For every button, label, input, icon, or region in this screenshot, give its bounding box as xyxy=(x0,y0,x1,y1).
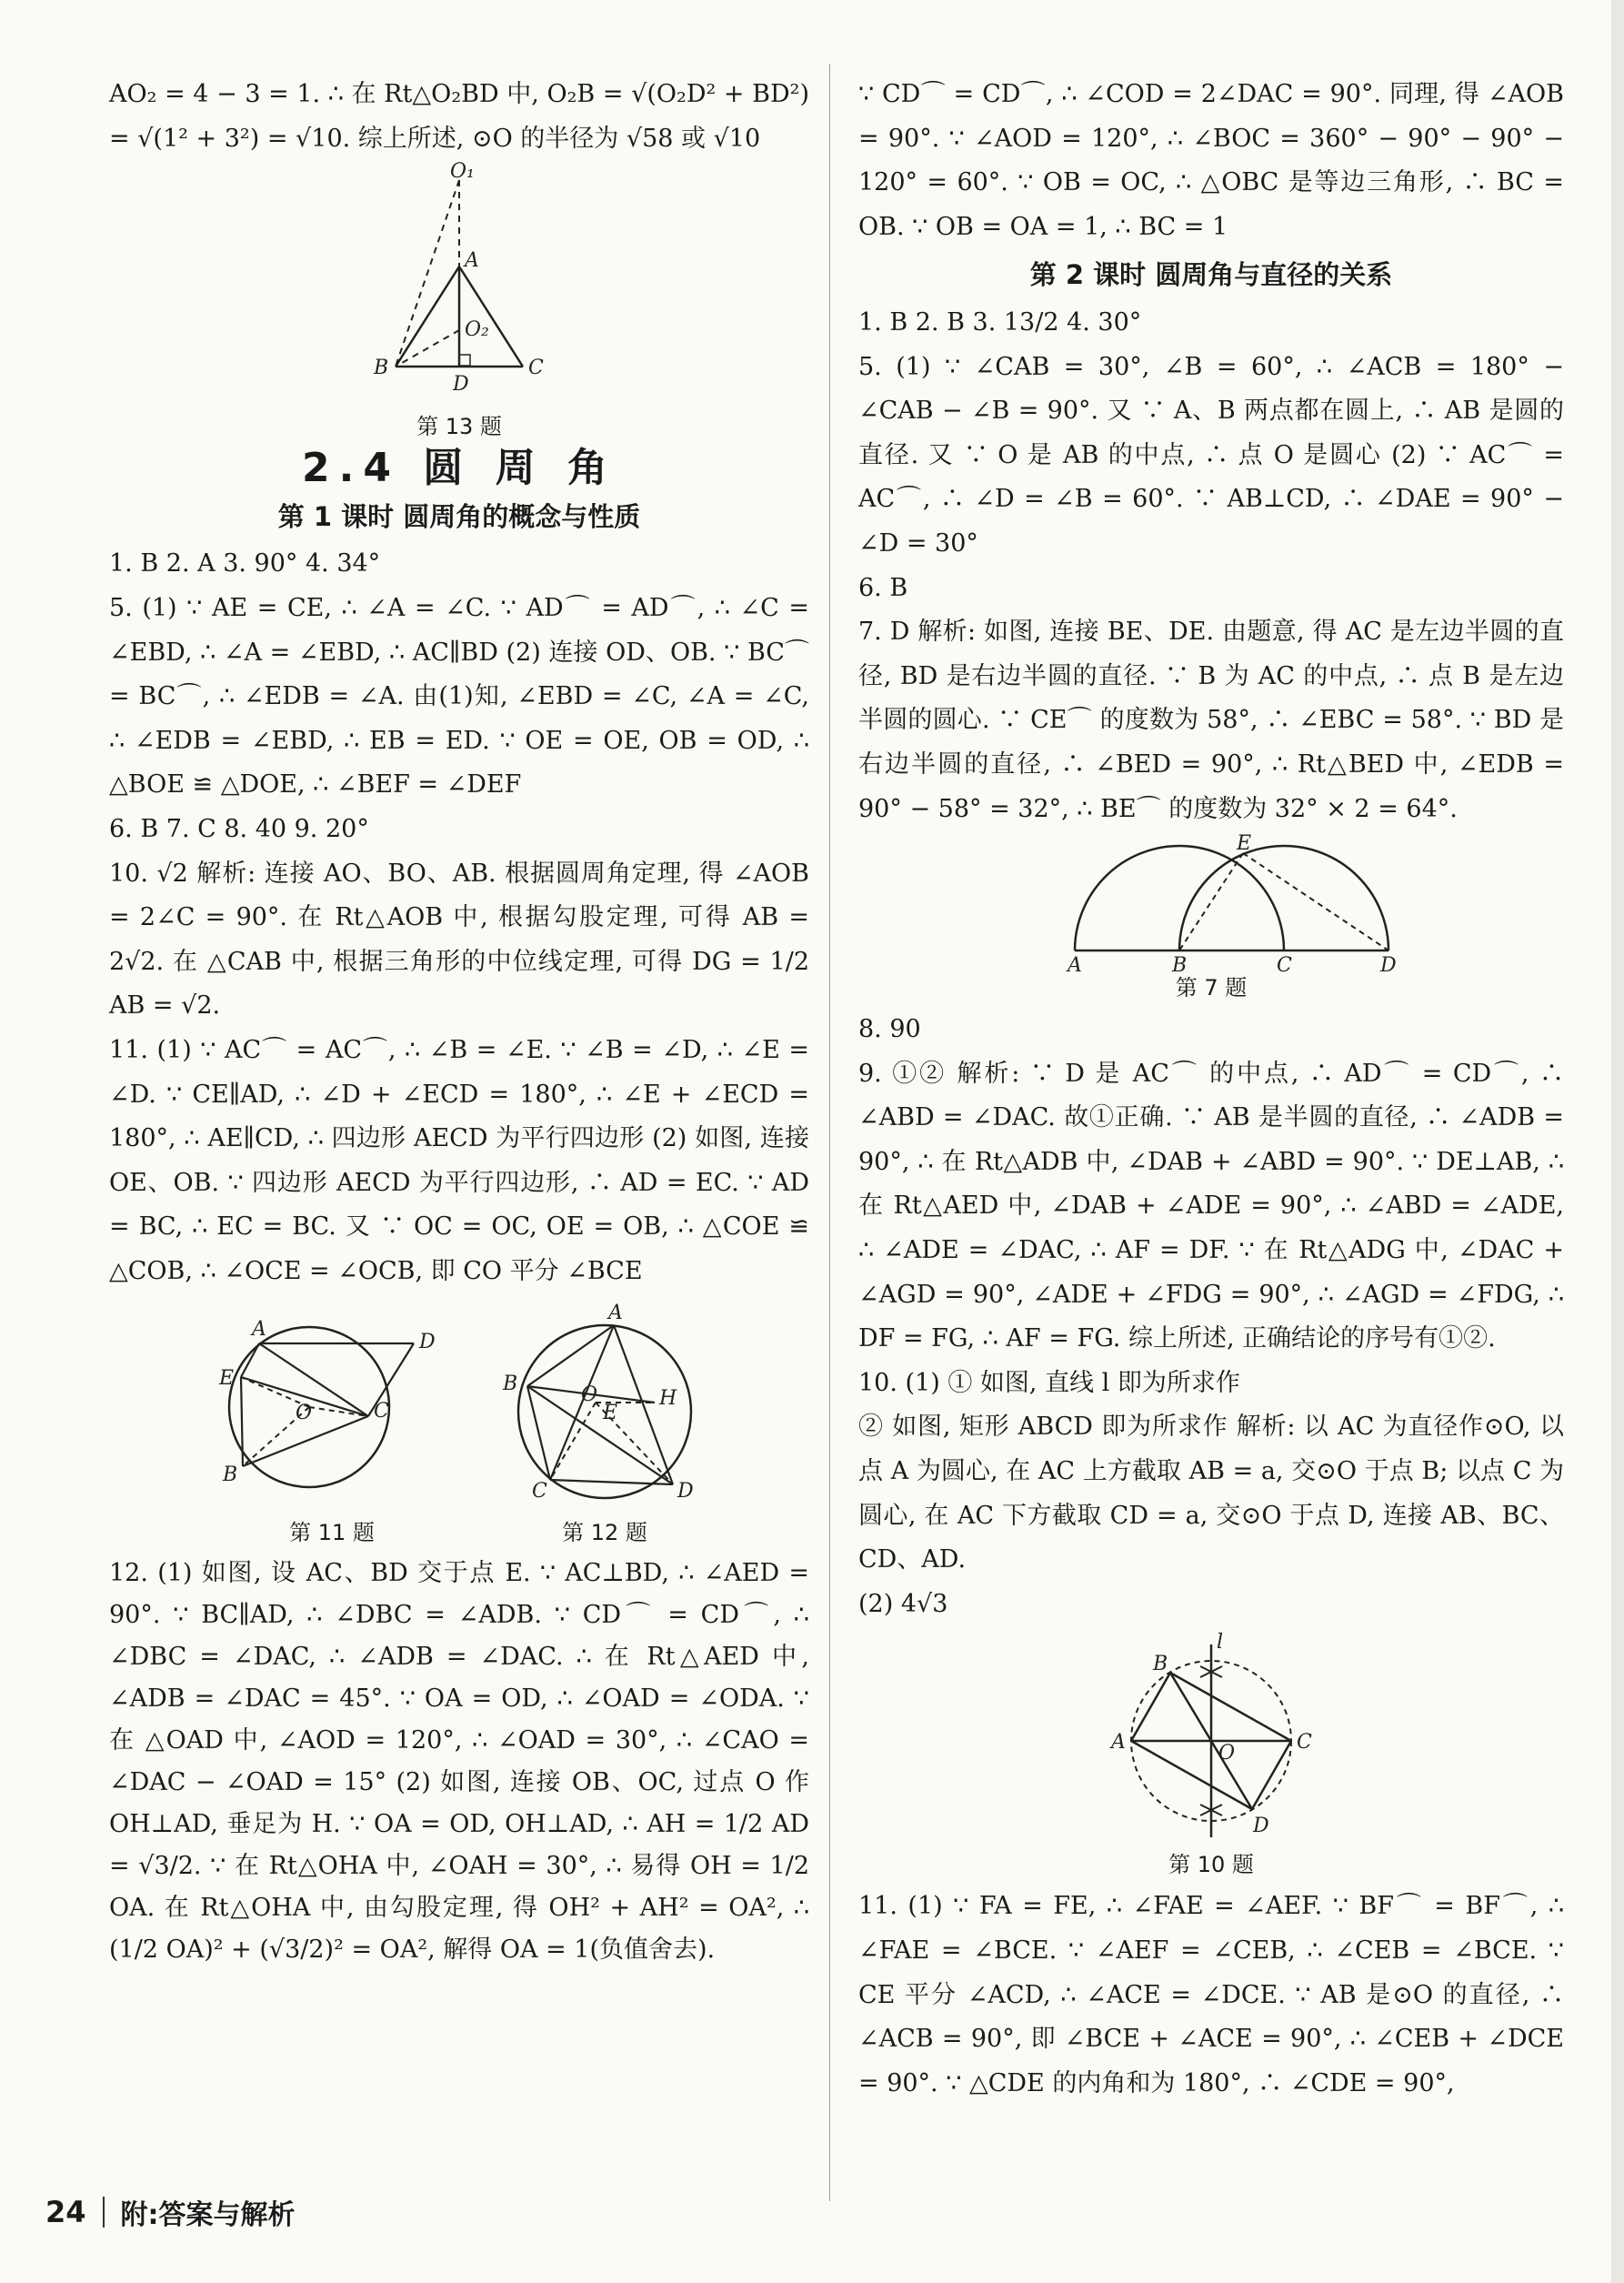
answer-1-4: 1. B 2. A 3. 90° 4. 34° xyxy=(109,549,381,578)
figure-12-diagram xyxy=(486,1302,723,1503)
figure-7-caption: 第 7 题 xyxy=(1175,975,1248,1001)
figure-10-diagram xyxy=(1102,1632,1320,1850)
fig10-label-o: O xyxy=(1218,1742,1236,1765)
fig11-label-c: C xyxy=(374,1400,389,1423)
fig11-label-d: D xyxy=(419,1331,436,1354)
fig7-label-a: A xyxy=(1068,954,1082,978)
fig12-label-h: H xyxy=(659,1387,677,1411)
section-title: 2.4 圆 周 角 xyxy=(302,445,617,492)
r-answer-11: 11. (1) ∵ FA = FE, ∴ ∠FAE = ∠AEF. ∵ BF⌒ = BF⌒, ∴ ∠FAE = ∠BCE. ∵ ∠AEF = ∠CEB, ∴ ∠CEB = ∠BCE. ∵ CE 平分 ∠ACD, ∴ ∠ACE = ∠DCE. ∵ AB 是⊙O 的直径, ∴ ∠ACB = 90°, 即 ∠BCE + ∠ACE = 90°, ∴ ∠CEB + ∠DCE = 90°. ∵ △CDE 的内角和为 180°, ∴ ∠CDE = 90°, xyxy=(858,1892,1564,2097)
answer-12: 12. (1) 如图, 设 AC、BD 交于点 E. ∵ AC⊥BD, ∴ ∠AED = 90°. ∵ BC∥AD, ∴ ∠DBC = ∠ADB. ∵ CD⌒ = CD⌒, ∴ ∠DBC = ∠DAC, ∴ ∠ADB = ∠DAC. ∴ 在 Rt△AED 中, ∠ADB = ∠DAC = 45°. ∵ OA = OD, ∴ ∠OAD = ∠ODA. ∵ 在 △OAD 中, ∠AOD = 120°, ∴ ∠OAD = 30°, ∴ ∠CAO = ∠DAC − ∠OAD = 15° (2) 如图, 连接 OB、OC, 过点 O 作 OH⊥AD, 垂足为 H. ∵ OA = OD, OH⊥AD, ∴ AH = 1/2 AD = √3/2. ∵ 在 Rt△OHA 中, ∠OAH = 30°, ∴ 易得 OH = 1/2 OA. 在 Rt△OHA 中, 由勾股定理, 得 OH² + AH² = OA², ∴ (1/2 OA)² + (√3/2)² = OA², 解得 OA = 1(负值舍去). xyxy=(109,1559,809,1965)
left-column xyxy=(109,73,809,1971)
fig7-label-d: D xyxy=(1380,954,1397,978)
r-answer-10-3: (2) 4√3 xyxy=(858,1589,948,1618)
r-answer-10-1: 10. (1) ① 如图, 直线 l 即为所求作 xyxy=(858,1368,1240,1397)
fig12-label-a: A xyxy=(608,1302,623,1325)
fig7-label-e: E xyxy=(1237,832,1252,856)
answer-5: 5. (1) ∵ AE = CE, ∴ ∠A = ∠C. ∵ AD⌒ = AD⌒, ∴ ∠C = ∠EBD, ∴ ∠A = ∠EBD, ∴ AC∥BD (2) 连接 OD、OB. ∵ BC⌒ = BC⌒, ∴ ∠EDB = ∠A. 由(1)知, ∠EBD = ∠C, ∠A = ∠C, ∴ ∠EDB = ∠EBD, ∴ EB = ED. ∵ OE = OE, OB = OD, ∴ △BOE ≌ △DOE, ∴ ∠BEF = ∠DEF xyxy=(109,593,809,800)
fig7-label-b: B xyxy=(1172,954,1188,978)
figure-10-caption: 第 10 题 xyxy=(1168,1852,1254,1878)
figure-13 xyxy=(109,160,809,441)
fig10-label-b: B xyxy=(1153,1653,1168,1676)
fig11-label-o: O xyxy=(296,1402,313,1425)
fig12-label-c: C xyxy=(532,1480,547,1504)
footer-divider xyxy=(103,2197,105,2228)
r-answer-9: 9. ①② 解析: ∵ D 是 AC⌒ 的中点, ∴ AD⌒ = CD⌒, ∴ ∠ABD = ∠DAC. 故①正确. ∵ AB 是半圆的直径, ∴ ∠ADB = 90°, ∴ 在 Rt△ADB 中, ∠DAB + ∠ABD = 90°. ∵ DE⊥AB, ∴ 在 Rt△AED 中, ∠DAB + ∠ADE = 90°, ∴ ∠ABD = ∠ADE, ∴ ∠ADE = ∠DAC, ∴ AF = DF. ∵ 在 Rt△ADG 中, ∠DAC + ∠AGD = 90°, ∠ADE + ∠FDG = 90°, ∴ ∠AGD = ∠FDG, ∴ DF = FG, ∴ AF = FG. 综上所述, 正确结论的序号有①②. xyxy=(858,1059,1564,1353)
figure-7-diagram xyxy=(1029,832,1397,978)
fig7-label-c: C xyxy=(1277,954,1292,978)
r-answer-7: 7. D 解析: 如图, 连接 BE、DE. 由题意, 得 AC 是左边半圆的直径, BD 是右边半圆的直径. ∵ B 为 AC 的中点, ∴ 点 B 是左边半圆的圆心. ∵ CE⌒ 的度数为 58°, ∴ ∠EBC = 58°. ∵ BD 是右边半圆的直径, ∴ ∠BED = 90°, ∴ Rt△BED 中, ∠EDB = 90° − 58° = 32°, ∴ BE⌒ 的度数为 32° × 2 = 64°. xyxy=(858,618,1564,823)
lesson-2-title: 第 2 课时 圆周角与直径的关系 xyxy=(1029,259,1393,291)
fig13-label-o1: O₁ xyxy=(450,160,475,184)
fig10-label-d: D xyxy=(1253,1815,1269,1838)
r-answer-6: 6. B xyxy=(858,573,908,602)
figure-13-caption: 第 13 题 xyxy=(416,414,502,440)
figure-12-caption: 第 12 题 xyxy=(562,1520,647,1546)
fig12-label-o: O xyxy=(581,1383,598,1407)
fig10-label-l: l xyxy=(1217,1631,1224,1654)
fig10-label-c: C xyxy=(1297,1731,1312,1755)
page-edge-strip xyxy=(1611,0,1624,2283)
r-answer-8: 8. 90 xyxy=(858,1015,921,1044)
column-divider xyxy=(829,64,830,2201)
left-top-paragraph: AO₂ = 4 − 3 = 1. ∴ 在 Rt△O₂BD 中, O₂B = √(O₂D² + BD²) = √(1² + 3²) = √10. 综上所述, ⊙O 的半径为 √58 或 √10 xyxy=(109,80,809,153)
r-answer-10-2: ② 如图, 矩形 ABCD 即为所求作 解析: 以 AC 为直径作⊙O, 以点 A 为圆心, 在 AC 上方截取 AB = a, 交⊙O 于点 B; 以点 C 为圆心, 在 AC 下方截取 CD = a, 交⊙O 于点 D, 连接 AB、BC、CD、AD. xyxy=(858,1413,1564,1574)
fig12-label-b: B xyxy=(503,1373,518,1396)
figure-10 xyxy=(858,1632,1564,1879)
figure-11-caption: 第 11 题 xyxy=(289,1520,375,1546)
fig12-label-d: D xyxy=(677,1480,694,1504)
right-column xyxy=(858,73,1564,2106)
page-footer xyxy=(45,2192,296,2232)
fig12-label-e: E xyxy=(603,1402,618,1425)
figure-13-diagram xyxy=(323,160,596,412)
fig11-label-b: B xyxy=(223,1463,238,1487)
figure-11 xyxy=(195,1302,468,1547)
right-top-paragraph: ∵ CD⌒ = CD⌒, ∴ ∠COD = 2∠DAC = 90°. 同理, 得 ∠AOB = 90°. ∵ ∠AOD = 120°, ∴ ∠BOC = 360° − 90° − 90° − 120° = 60°. ∵ OB = OC, ∴ △OBC 是等边三角形, ∴ BC = OB. ∵ OB = OA = 1, ∴ BC = 1 xyxy=(858,80,1564,241)
r-answer-1-4: 1. B 2. B 3. 13/2 4. 30° xyxy=(858,307,1142,337)
figure-11-diagram xyxy=(195,1302,468,1503)
figures-11-12 xyxy=(109,1302,809,1547)
fig11-label-e: E xyxy=(219,1367,235,1391)
r-answer-5: 5. (1) ∵ ∠CAB = 30°, ∠B = 60°, ∴ ∠ACB = 180° − ∠CAB − ∠B = 90°. 又 ∵ A、B 两点都在圆上, ∴ AB 是圆的直径. 又 ∵ O 是 AB 的中点, ∴ 点 O 是圆心 (2) ∵ AC⌒ = AC⌒, ∴ ∠D = ∠B = 60°. ∵ AB⊥CD, ∴ ∠DAE = 90° − ∠D = 30° xyxy=(858,352,1564,558)
answer-6-9: 6. B 7. C 8. 40 9. 20° xyxy=(109,814,369,843)
figure-7 xyxy=(858,832,1564,1002)
footer-label: 附:答案与解析 xyxy=(120,2199,296,2231)
page-number: 24 xyxy=(45,2195,86,2229)
lesson-1-title: 第 1 课时 圆周角的概念与性质 xyxy=(277,500,641,532)
fig13-label-a: A xyxy=(465,249,479,273)
fig13-label-d: D xyxy=(453,373,469,397)
fig13-label-b: B xyxy=(374,357,389,380)
fig10-label-a: A xyxy=(1111,1731,1126,1755)
answer-11: 11. (1) ∵ AC⌒ = AC⌒, ∴ ∠B = ∠E. ∵ ∠B = ∠D, ∴ ∠E = ∠D. ∵ CE∥AD, ∴ ∠D + ∠ECD = 180°, ∴ ∠E + ∠ECD = 180°, ∴ AE∥CD, ∴ 四边形 AECD 为平行四边形 (2) 如图, 连接 OE、OB. ∵ 四边形 AECD 为平行四边形, ∴ AD = EC. ∵ AD = BC, ∴ EC = BC. 又 ∵ OC = OC, OE = OB, ∴ △COE ≌ △COB, ∴ ∠OCE = ∠OCB, 即 CO 平分 ∠BCE xyxy=(109,1035,809,1285)
fig13-label-c: C xyxy=(528,357,544,380)
answer-10: 10. √2 解析: 连接 AO、BO、AB. 根据圆周角定理, 得 ∠AOB = 2∠C = 90°. 在 Rt△AOB 中, 根据勾股定理, 可得 AB = 2√2. 在 △CAB 中, 根据三角形的中位线定理, 可得 DG = 1/2 AB = √2. xyxy=(109,859,809,1021)
fig11-label-a: A xyxy=(252,1318,266,1342)
figure-12 xyxy=(486,1302,723,1547)
fig13-label-o2: O₂ xyxy=(465,318,489,342)
